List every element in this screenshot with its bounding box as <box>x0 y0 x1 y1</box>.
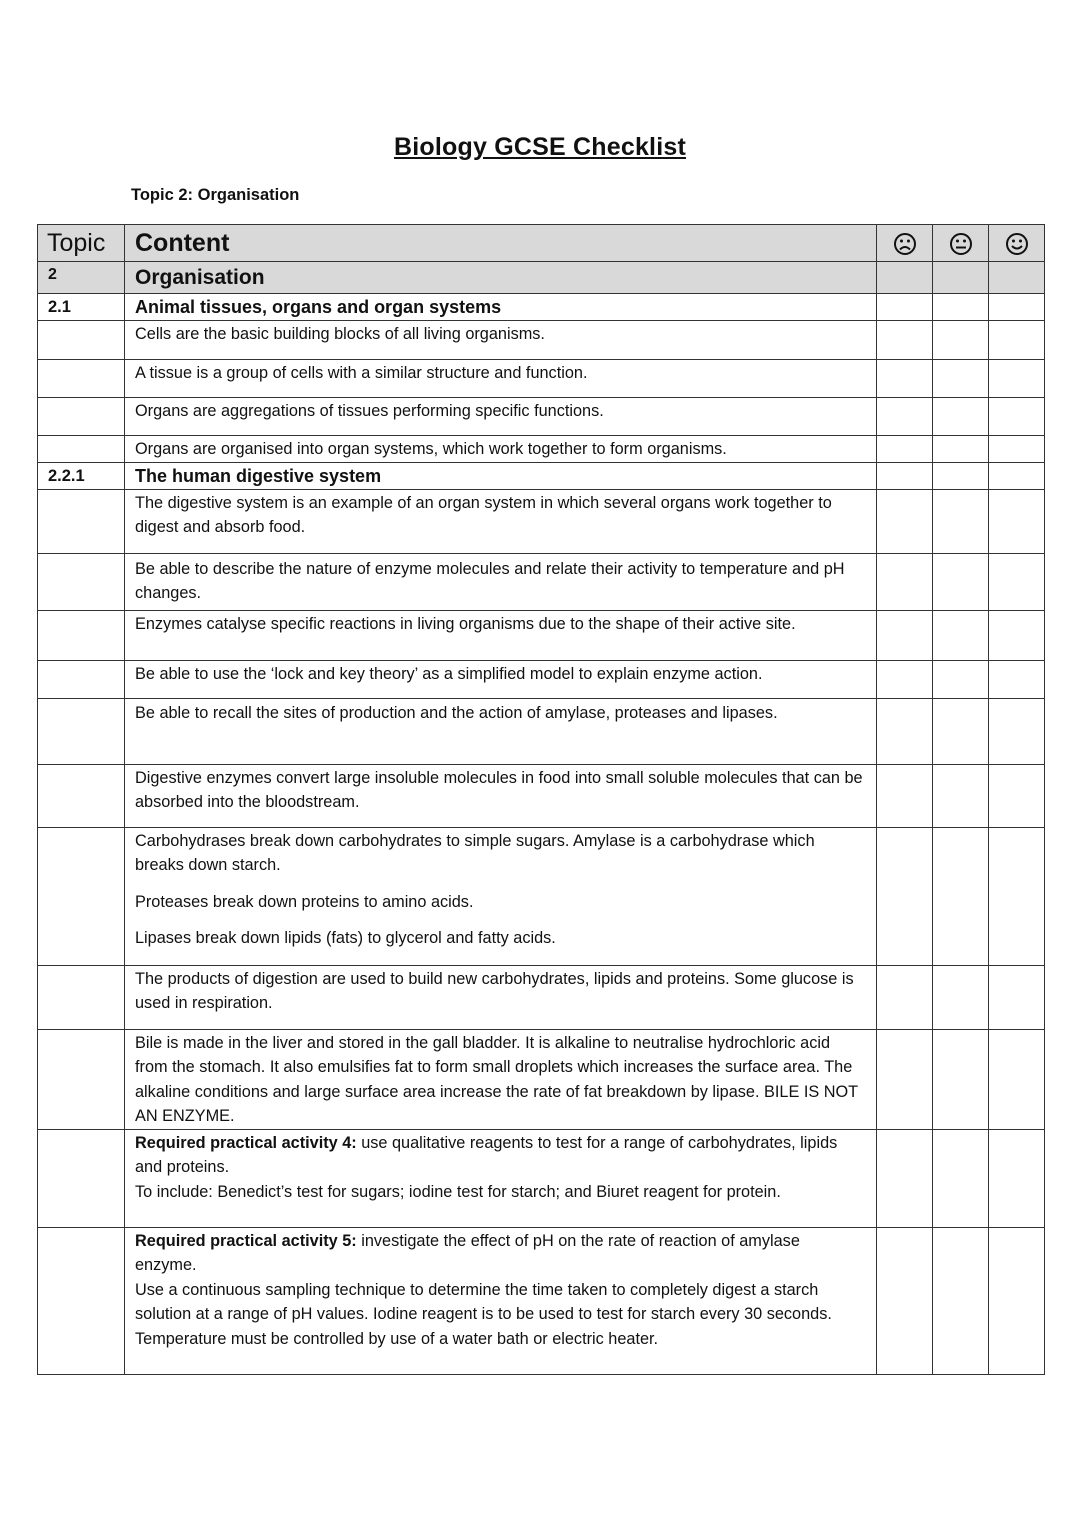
rating-sad-box[interactable] <box>877 436 933 463</box>
topic-number <box>38 610 125 660</box>
table-row <box>38 610 1045 660</box>
table-row <box>38 462 1045 489</box>
checklist-item: Cells are the basic building blocks of all living organisms. <box>125 321 877 360</box>
rating-sad-box[interactable] <box>877 1227 933 1374</box>
rating-happy-box[interactable] <box>989 294 1045 321</box>
rating-happy-box[interactable] <box>989 398 1045 436</box>
rating-sad-box[interactable] <box>877 321 933 360</box>
rating-happy-box[interactable] <box>989 1129 1045 1227</box>
rating-sad-box[interactable] <box>877 262 933 294</box>
practical-label: Required practical activity 4: <box>135 1133 357 1152</box>
rating-sad-box[interactable] <box>877 462 933 489</box>
topic-number <box>38 321 125 360</box>
practical-details: Use a continuous sampling technique to determine the time taken to completely digest a starch solution at a range of pH values. Iodine reagent is to be used to test for starch every 30 seconds. Temperature must be controlled by use of a water bath or electric heater. <box>135 1280 832 1348</box>
checklist-item <box>125 827 877 965</box>
rating-sad-box[interactable] <box>877 1029 933 1129</box>
table-row <box>38 321 1045 360</box>
topic-number <box>38 398 125 436</box>
table-row <box>38 660 1045 698</box>
rating-happy-box[interactable] <box>989 1029 1045 1129</box>
header-neutral <box>933 225 989 262</box>
topic-number <box>38 764 125 827</box>
topic-number <box>38 1227 125 1374</box>
table-row <box>38 698 1045 764</box>
rating-neutral-box[interactable] <box>933 1029 989 1129</box>
table-row <box>38 489 1045 553</box>
topic-number <box>38 965 125 1029</box>
rating-happy-box[interactable] <box>989 262 1045 294</box>
practical-text: investigate the effect of pH on the rate of reaction of amylase enzyme. <box>135 1231 800 1274</box>
rating-neutral-box[interactable] <box>933 610 989 660</box>
rating-neutral-box[interactable] <box>933 1227 989 1374</box>
practical-text: use qualitative reagents to test for a range of carbohydrates, lipids and proteins. <box>135 1133 838 1176</box>
rating-neutral-box[interactable] <box>933 764 989 827</box>
rating-sad-box[interactable] <box>877 1129 933 1227</box>
happy-face-icon <box>1005 232 1029 256</box>
header-row <box>38 225 1045 262</box>
practical-details: To include: Benedict’s test for sugars; iodine test for starch; and Biuret reagent for protein. <box>135 1182 781 1201</box>
rating-happy-box[interactable] <box>989 610 1045 660</box>
table-row <box>38 827 1045 965</box>
header-topic: Topic <box>38 225 125 262</box>
rating-sad-box[interactable] <box>877 764 933 827</box>
header-content: Content <box>125 225 877 262</box>
header-sad <box>877 225 933 262</box>
table-row <box>38 965 1045 1029</box>
rating-sad-box[interactable] <box>877 360 933 398</box>
rating-happy-box[interactable] <box>989 1227 1045 1374</box>
rating-sad-box[interactable] <box>877 398 933 436</box>
rating-neutral-box[interactable] <box>933 553 989 610</box>
rating-sad-box[interactable] <box>877 489 933 553</box>
checklist-item: Digestive enzymes convert large insoluble molecules in food into small soluble molecules that can be absorbed into the bloodstream. <box>125 764 877 827</box>
rating-sad-box[interactable] <box>877 610 933 660</box>
rating-happy-box[interactable] <box>989 965 1045 1029</box>
rating-neutral-box[interactable] <box>933 489 989 553</box>
topic-number <box>38 553 125 610</box>
sad-face-icon <box>893 232 917 256</box>
rating-neutral-box[interactable] <box>933 398 989 436</box>
table-row <box>38 360 1045 398</box>
table-row <box>38 262 1045 294</box>
rating-neutral-box[interactable] <box>933 436 989 463</box>
rating-neutral-box[interactable] <box>933 1129 989 1227</box>
rating-happy-box[interactable] <box>989 698 1045 764</box>
topic-number <box>38 1129 125 1227</box>
topic-number <box>38 360 125 398</box>
table-row <box>38 398 1045 436</box>
rating-neutral-box[interactable] <box>933 698 989 764</box>
rating-sad-box[interactable] <box>877 660 933 698</box>
header-happy <box>989 225 1045 262</box>
checklist-item: The digestive system is an example of an organ system in which several organs work together to digest and absorb food. <box>125 489 877 553</box>
checklist-item: Organs are aggregations of tissues performing specific functions. <box>125 398 877 436</box>
rating-sad-box[interactable] <box>877 965 933 1029</box>
checklist-item: Be able to recall the sites of production and the action of amylase, proteases and lipases. <box>125 698 877 764</box>
checklist-item: Be able to describe the nature of enzyme molecules and relate their activity to temperature and pH changes. <box>125 553 877 610</box>
rating-sad-box[interactable] <box>877 553 933 610</box>
topic-number <box>38 436 125 463</box>
rating-happy-box[interactable] <box>989 764 1045 827</box>
table-row <box>38 553 1045 610</box>
table-row <box>38 436 1045 463</box>
neutral-face-icon <box>949 232 973 256</box>
rating-happy-box[interactable] <box>989 827 1045 965</box>
checklist-table <box>37 224 1045 1375</box>
page-title: Biology GCSE Checklist <box>394 133 686 161</box>
topic-number <box>38 1029 125 1129</box>
rating-neutral-box[interactable] <box>933 262 989 294</box>
rating-sad-box[interactable] <box>877 827 933 965</box>
subsection-title: Animal tissues, organs and organ systems <box>125 294 877 321</box>
checklist-item: Be able to use the ‘lock and key theory’ as a simplified model to explain enzyme action. <box>125 660 877 698</box>
table-row <box>38 294 1045 321</box>
topic-number <box>38 489 125 553</box>
rating-happy-box[interactable] <box>989 489 1045 553</box>
paragraph: Lipases break down lipids (fats) to glycerol and fatty acids. <box>135 929 556 947</box>
rating-neutral-box[interactable] <box>933 321 989 360</box>
section-title: Organisation <box>125 262 877 294</box>
paragraph: Carbohydrases break down carbohydrates to simple sugars. Amylase is a carbohydrase which breaks down starch. <box>135 831 815 874</box>
topic-number <box>38 660 125 698</box>
checklist-item: A tissue is a group of cells with a similar structure and function. <box>125 360 877 398</box>
subsection-title: The human digestive system <box>125 462 877 489</box>
rating-neutral-box[interactable] <box>933 294 989 321</box>
rating-happy-box[interactable] <box>989 360 1045 398</box>
topic-number <box>38 698 125 764</box>
rating-neutral-box[interactable] <box>933 827 989 965</box>
table-row <box>38 1227 1045 1374</box>
checklist-item: Bile is made in the liver and stored in the gall bladder. It is alkaline to neutralise hydrochloric acid from the stomach. It also emulsifies fat to form small droplets which increases the surface area. The alkaline conditions and large surface area increase the rate of fat breakdown by lipase. BILE IS NOT AN ENZYME. <box>125 1029 877 1129</box>
paragraph: Proteases break down proteins to amino acids. <box>135 892 474 911</box>
rating-neutral-box[interactable] <box>933 660 989 698</box>
topic-number <box>38 827 125 965</box>
topic-number: 2.2.1 <box>38 462 125 489</box>
table-row <box>38 1029 1045 1129</box>
topic-number: 2.1 <box>38 294 125 321</box>
rating-happy-box[interactable] <box>989 660 1045 698</box>
checklist-item: The products of digestion are used to build new carbohydrates, lipids and proteins. Some glucose is used in respiration. <box>125 965 877 1029</box>
rating-neutral-box[interactable] <box>933 360 989 398</box>
checklist-item <box>125 1129 877 1227</box>
table-row <box>38 1129 1045 1227</box>
rating-sad-box[interactable] <box>877 294 933 321</box>
rating-happy-box[interactable] <box>989 553 1045 610</box>
practical-label: Required practical activity 5: <box>135 1231 357 1250</box>
checklist-item: Enzymes catalyse specific reactions in living organisms due to the shape of their active site. <box>125 610 877 660</box>
rating-sad-box[interactable] <box>877 698 933 764</box>
rating-happy-box[interactable] <box>989 321 1045 360</box>
checklist-item: Organs are organised into organ systems, which work together to form organisms. <box>125 436 877 463</box>
rating-neutral-box[interactable] <box>933 462 989 489</box>
checklist-item <box>125 1227 877 1374</box>
topic-subtitle: Topic 2: Organisation <box>131 186 300 204</box>
rating-neutral-box[interactable] <box>933 965 989 1029</box>
table-row <box>38 764 1045 827</box>
rating-happy-box[interactable] <box>989 436 1045 463</box>
topic-number: 2 <box>38 262 125 294</box>
rating-happy-box[interactable] <box>989 462 1045 489</box>
